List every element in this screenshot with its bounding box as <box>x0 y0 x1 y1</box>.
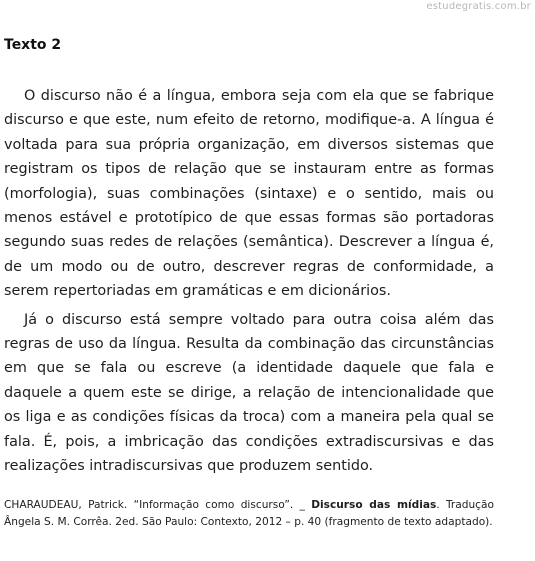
text-title: Texto 2 <box>4 37 62 53</box>
paragraph-1: O discurso não é a língua, embora seja com ela que se fabrique discurso e que este, num efeito de retorno, modifique-a. A língua é voltada para sua própria organização, em diversos sistemas que registram os tipos de relação que se instauram entre as formas (morfologia), suas combinações (sintaxe) e o sentido, mais ou menos estável e prototípico de que essas formas são portadoras segundo suas redes de relações (semântica). Descrever a língua é, de um modo ou de outro, descrever regras de conformidade, a serem repertoriadas em gramáticas e em dicionários. <box>4 88 494 300</box>
text-body <box>4 84 494 483</box>
citation <box>4 497 494 531</box>
watermark: estudegratis.com.br <box>426 1 531 12</box>
citation-book-title: Discurso das mídias <box>311 499 437 511</box>
citation-details: . Tradução Ângela S. M. Corrêa. 2ed. São Paulo: Contexto, 2012 – p. 40 (fragmento de texto adaptado). <box>4 499 494 528</box>
paragraph-2: Já o discurso está sempre voltado para outra coisa além das regras de uso da língua. Resulta da combinação das circunstâncias em que se fala ou escreve (a identidade daquele que fala e daquele a quem este se dirige, a relação de intencionalidade que os liga e as condições físicas da troca) com a maneira pela qual se fala. É, pois, a imbricação das condições extradiscursivas e das realizações intradiscursivas que produzem sentido. <box>4 311 494 475</box>
citation-author-part: CHARAUDEAU, Patrick. “Informação como discurso”. _ <box>4 499 312 511</box>
